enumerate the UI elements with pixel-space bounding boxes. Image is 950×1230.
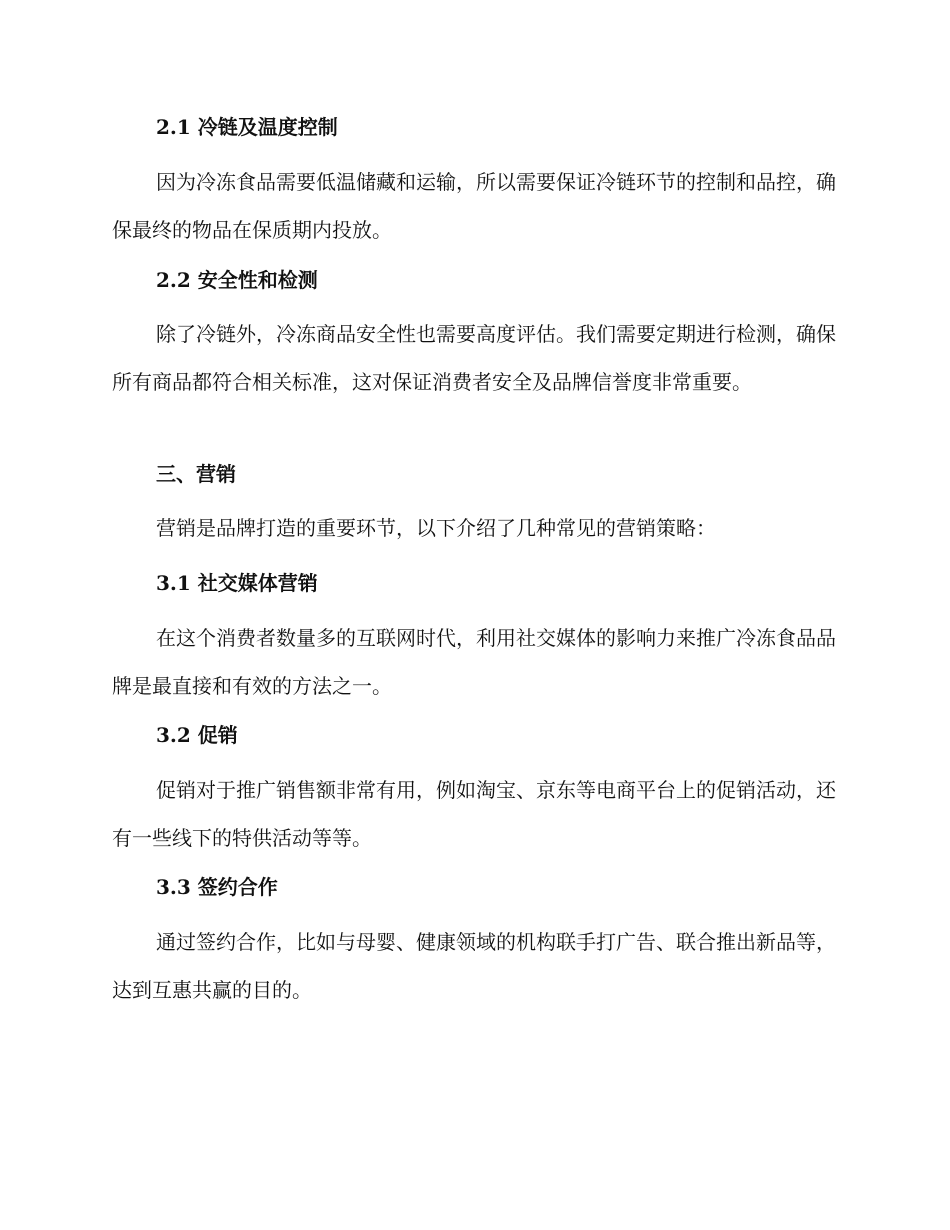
section-heading-3-3: 3.3 签约合作: [156, 875, 278, 899]
section-heading-2-1: 2.1 冷链及温度控制: [156, 115, 338, 139]
section-paragraph-3-1: 在这个消费者数量多的互联网时代，利用社交媒体的影响力来推广冷冻食品品牌是最直接和有效的方法之一。: [112, 626, 836, 698]
section-paragraph-3-2: 促销对于推广销售额非常有用，例如淘宝、京东等电商平台上的促销活动，还有一些线下的特供活动等等。: [112, 778, 836, 850]
section-paragraph-2-1: 因为冷冻食品需要低温储藏和运输，所以需要保证冷链环节的控制和品控，确保最终的物品在保质期内投放。: [112, 170, 836, 242]
section-heading-3-1: 3.1 社交媒体营销: [156, 571, 318, 595]
section-paragraph-3: 营销是品牌打造的重要环节，以下介绍了几种常见的营销策略：: [156, 516, 716, 540]
section-paragraph-3-3: 通过签约合作，比如与母婴、健康领域的机构联手打广告、联合推出新品等，达到互惠共赢的目的。: [112, 930, 836, 1002]
section-heading-2-2: 2.2 安全性和检测: [156, 268, 318, 292]
section-heading-3: 三、营销: [156, 462, 236, 486]
section-paragraph-2-2: 除了冷链外，冷冻商品安全性也需要高度评估。我们需要定期进行检测，确保所有商品都符合相关标准，这对保证消费者安全及品牌信誉度非常重要。: [112, 322, 836, 394]
section-heading-3-2: 3.2 促销: [156, 723, 238, 747]
